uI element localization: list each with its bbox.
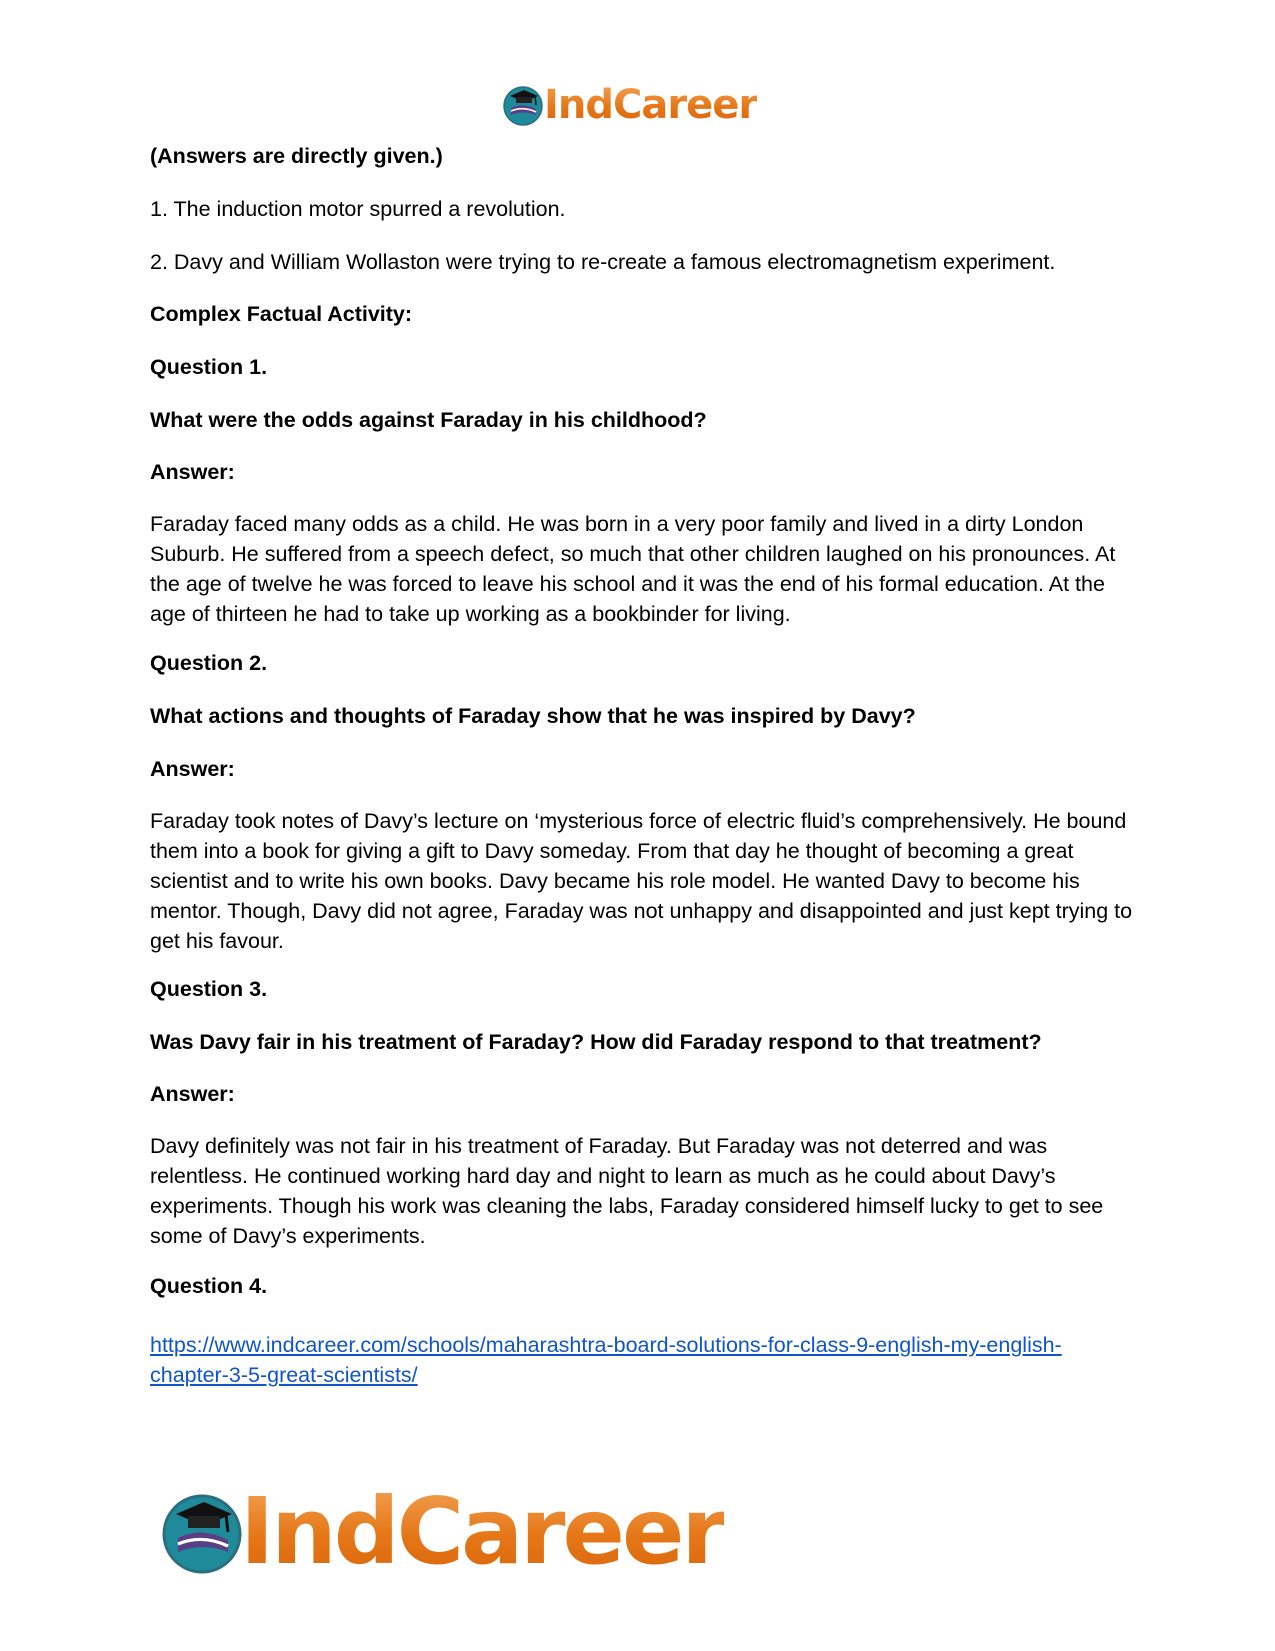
question-1-answer: Faraday faced many odds as a child. He was born in a very poor family and lived in a dirty London Suburb. He suffered from a speech defect, so much that other children laughed on his pronounces. At the age of twelve he was forced to leave his school and it was the end of his formal education. At the age of thirteen he had to take up working as a bookbinder for living. (150, 512, 1116, 626)
source-url-link[interactable] (150, 1330, 1140, 1390)
question-2-answer-label: Answer: (150, 757, 235, 781)
answer-2: 2. Davy and William Wollaston were trying to re-create a famous electromagnetism experiment. (150, 250, 1056, 274)
question-1-answer-label: Answer: (150, 460, 235, 484)
question-4-label: Question 4. (150, 1274, 268, 1298)
question-2-text: What actions and thoughts of Faraday show that he was inspired by Davy? (150, 704, 916, 728)
brand-logo-text: IndCareer (544, 82, 758, 128)
question-3-text: Was Davy fair in his treatment of Faraday? How did Faraday respond to that treatment? (150, 1030, 1042, 1054)
header-logo (502, 82, 757, 128)
graduation-globe-icon (160, 1490, 244, 1574)
brand-logo-text: IndCareer (240, 1478, 724, 1585)
question-2-answer: Faraday took notes of Davy’s lecture on ‘mysterious force of electric fluid’s comprehensively. He bound them into a book for giving a gift to Davy someday. From that day he thought of becoming a great scientist and to write his own books. Davy became his role model. He wanted Davy to become his mentor. Though, Davy did not agree, Faraday was not unhappy and disappointed and just kept trying to get his favour. (150, 809, 1133, 953)
question-1-label: Question 1. (150, 355, 268, 379)
answers-note: (Answers are directly given.) (150, 144, 443, 168)
source-url-line-2[interactable]: chapter-3-5-great-scientists/ (150, 1363, 418, 1387)
question-1-text: What were the odds against Faraday in his childhood? (150, 408, 707, 432)
footer-logo (160, 1478, 724, 1585)
section-heading: Complex Factual Activity: (150, 302, 413, 326)
question-3-label: Question 3. (150, 977, 268, 1001)
source-url-line-1[interactable]: https://www.indcareer.com/schools/maharashtra-board-solutions-for-class-9-english-my-english- (150, 1333, 1062, 1357)
question-3-answer-label: Answer: (150, 1082, 235, 1106)
question-3-answer: Davy definitely was not fair in his treatment of Faraday. But Faraday was not deterred and was relentless. He continued working hard day and night to learn as much as he could about Davy’s experiments. Though his work was cleaning the labs, Faraday considered himself lucky to get to see some of Davy’s experiments. (150, 1134, 1104, 1248)
graduation-globe-icon (502, 84, 544, 126)
answer-1: 1. The induction motor spurred a revolution. (150, 197, 566, 221)
question-2-label: Question 2. (150, 651, 268, 675)
